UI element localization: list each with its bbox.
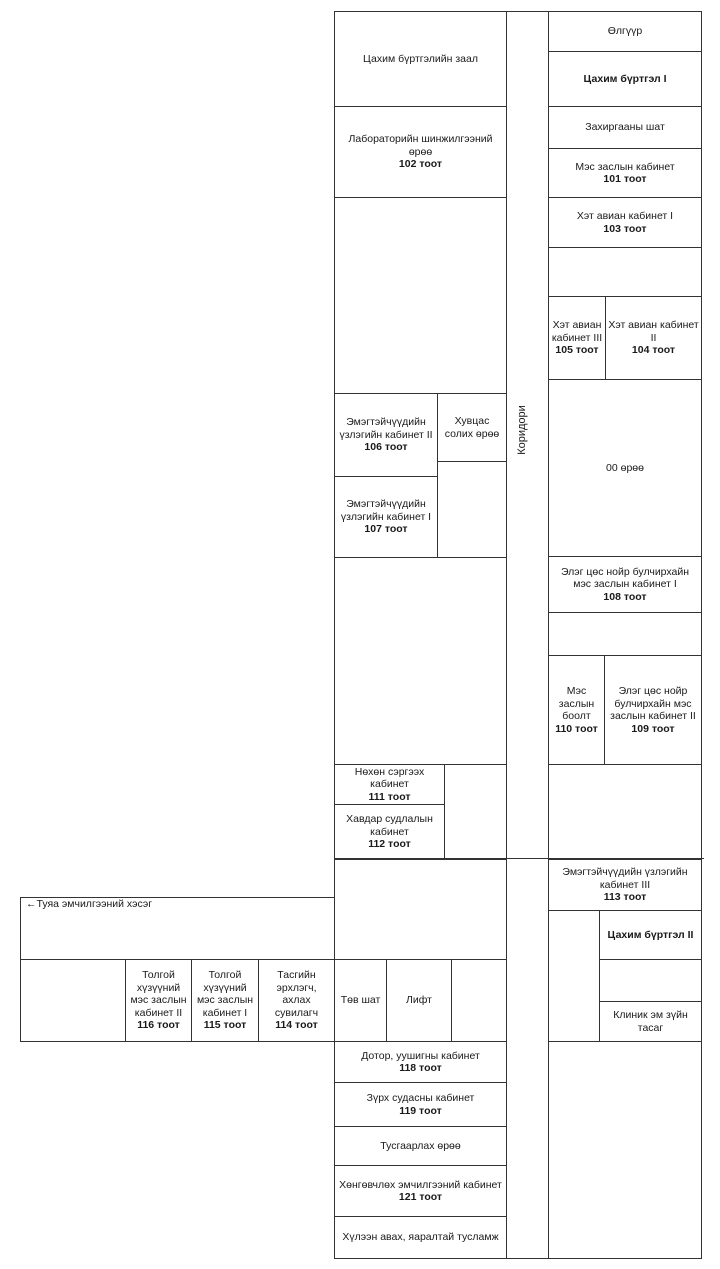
room-name: Эмэгтэйчүүдийн үзлэгийн кабинет I (340, 498, 432, 523)
room-cloakroom (548, 11, 702, 52)
room-number: 102 тоот (398, 158, 443, 171)
room-number: 105 тоот (555, 344, 599, 357)
room-number: 118 тоот (399, 1062, 442, 1074)
room-119 (334, 1082, 507, 1127)
room-blank-left-4 (444, 764, 507, 860)
room-central-stairs (334, 959, 387, 1042)
room-name: Захиргааны шат (585, 121, 665, 134)
radiology-direction-label: ←Туяа эмчилгээний хэсэг (26, 898, 153, 910)
room-name: Эмэгтэйчүүдийн үзлэгийн кабинет III (562, 866, 688, 891)
room-reception-emergency (334, 1216, 507, 1259)
room-name: Мэс заслын кабинет (575, 160, 675, 173)
room-name: Өлгүүр (607, 25, 643, 38)
room-blank-right-4 (548, 910, 600, 1042)
room-number: 104 тоот (631, 344, 676, 357)
room-blank-wing (20, 959, 126, 1042)
room-114 (258, 959, 335, 1042)
room-name: Хавдар судлалын кабинет (346, 813, 433, 838)
room-admin-stairs (548, 106, 702, 149)
room-name: Хувцас солих өрөө (444, 415, 500, 440)
room-number: 112 тоот (368, 838, 411, 851)
room-number: 121 тоот (398, 1191, 443, 1203)
room-blank-left-1 (334, 197, 507, 394)
room-name: Тасгийн эрхлэгч, ахлах сувилагч (274, 969, 319, 1019)
room-108 (548, 556, 702, 613)
room-number: 113 тоот (603, 891, 647, 904)
room-blank-right-1 (548, 247, 702, 297)
room-name: Хөнгөвчлөх эмчилгээний кабинет (339, 1178, 502, 1191)
room-number: 111 тоот (368, 790, 411, 803)
room-isolation (334, 1126, 507, 1166)
room-110 (548, 655, 605, 765)
room-113 (548, 859, 702, 911)
room-name: Тусгаарлах өрөө (380, 1139, 461, 1152)
room-102 (334, 106, 507, 198)
room-name: Дотор, уушигны кабинет (361, 1049, 480, 1062)
room-blank-left-3 (334, 557, 507, 765)
room-number: 109 тоот (631, 722, 675, 735)
room-number: 114 тоот (275, 1019, 318, 1032)
room-name: Цахим бүртгэлийн заал (363, 52, 478, 65)
room-name: Хэт авиан кабинет I (576, 210, 674, 222)
room-number: 115 тоот (203, 1019, 247, 1032)
room-name: Хэт авиан кабинет III (551, 319, 603, 344)
room-number: 101 тоот (603, 173, 647, 185)
room-112 (334, 804, 445, 860)
room-number: 116 тоот (137, 1019, 180, 1032)
room-blank-right-3 (548, 764, 702, 860)
room-118 (334, 1041, 507, 1083)
room-109 (604, 655, 702, 765)
room-number: 119 тоот (399, 1104, 442, 1117)
room-name: 00 өрөө (606, 461, 644, 474)
room-number: 103 тоот (603, 222, 647, 235)
room-digital-registration-2 (599, 910, 702, 960)
room-number: 110 тоот (555, 722, 598, 735)
room-number: 107 тоот (364, 523, 408, 536)
room-blank-right-5 (599, 959, 702, 1002)
room-blank-left-5 (334, 859, 507, 960)
room-105 (548, 296, 606, 380)
room-name: Элэг цөс нойр булчирхайн мэс заслын кабинет II (610, 685, 696, 722)
room-101 (548, 148, 702, 198)
room-name: Лабораторийн шинжилгээний өрөө (348, 133, 493, 158)
room-name: Хэт авиан кабинет II (608, 319, 699, 344)
room-number: 108 тоот (603, 590, 647, 603)
room-121 (334, 1165, 507, 1217)
room-111 (334, 764, 445, 805)
room-number: 106 тоот (364, 441, 408, 454)
room-107 (334, 476, 438, 558)
room-elevator (386, 959, 452, 1042)
room-name: Толгой хүзүүний мэс заслын кабинет I (196, 969, 254, 1019)
room-106 (334, 393, 438, 477)
room-name: Мэс заслын боолт (558, 685, 595, 722)
room-name: Төв шат (340, 994, 381, 1007)
room-name: Зүрх судасны кабинет (366, 1092, 475, 1104)
room-clinical-pharmacy (599, 1001, 702, 1042)
room-blank-right-2 (548, 612, 702, 656)
room-104 (605, 296, 702, 380)
room-changing (437, 393, 507, 462)
room-name: Толгой хүзүүний мэс заслын кабинет II (130, 969, 187, 1019)
room-00 (548, 379, 702, 557)
room-name: Цахим бүртгэл II (607, 928, 694, 941)
room-103 (548, 197, 702, 248)
room-name: Хүлээн авах, яаралтай тусламж (342, 1231, 499, 1244)
room-name: Клиник эм зүйн тасаг (613, 1009, 688, 1034)
room-blank-right-6 (548, 1041, 702, 1259)
room-blank-left-2 (437, 461, 507, 558)
room-name: Эмэгтэйчүүдийн үзлэгийн кабинет II (339, 416, 433, 441)
corridor (506, 11, 549, 1259)
room-digital-registration-hall (334, 11, 507, 107)
room-115 (191, 959, 259, 1042)
room-digital-registration-1 (548, 51, 702, 107)
room-116 (125, 959, 192, 1042)
room-name: Элэг цөс нойр булчирхайн мэс заслын кабинет I (560, 565, 690, 591)
corridor-label: Коридори (516, 405, 528, 455)
room-name: Нөхөн сэргээх кабинет (354, 765, 425, 791)
room-name: Цахим бүртгэл I (583, 72, 667, 85)
room-blank-left-6 (451, 959, 507, 1042)
room-name: Лифт (406, 994, 432, 1007)
